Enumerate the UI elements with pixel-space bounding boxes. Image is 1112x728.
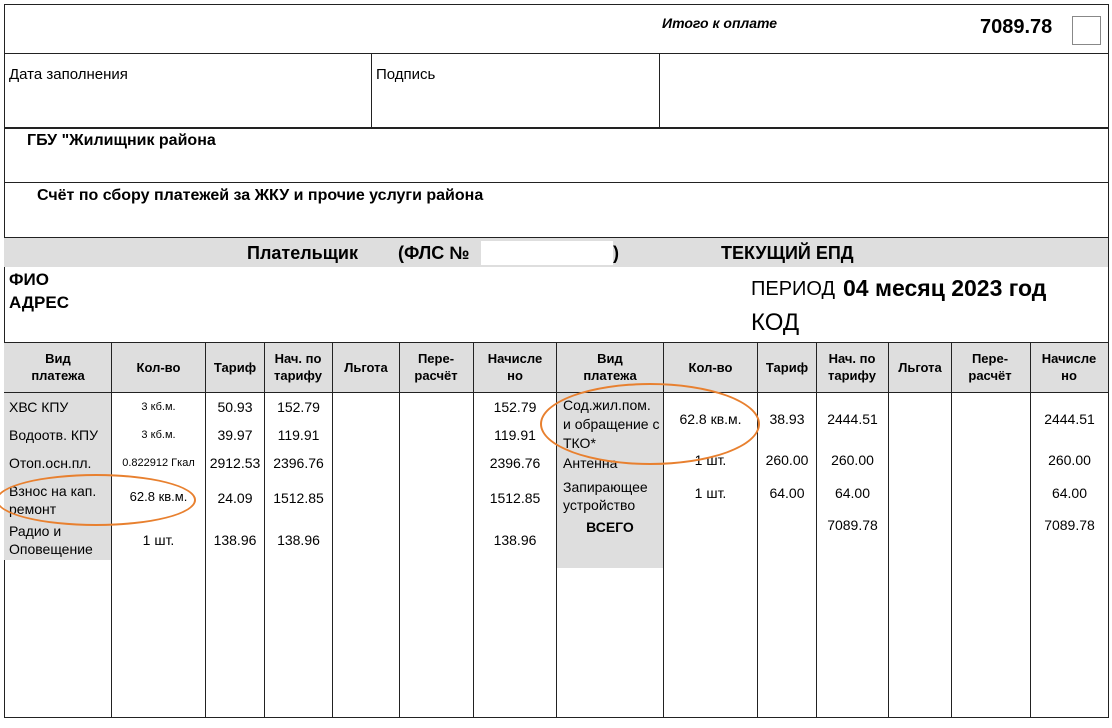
row-name: Водоотв. КПУ: [9, 427, 98, 443]
row-charged: 2396.76: [489, 455, 541, 471]
row-qty: 1 шт.: [142, 532, 175, 548]
row-accrued: 138.96: [277, 532, 320, 548]
row-tariff: 50.93: [217, 399, 253, 415]
row-name: ХВС КПУ: [9, 399, 69, 415]
row-accrued: 64.00: [834, 485, 871, 501]
total-checkbox[interactable]: [1072, 16, 1101, 45]
col-accrued-right: Нач. по тарифу: [828, 351, 876, 383]
row-tariff: 38.93: [769, 411, 805, 427]
fio-label: ФИО: [9, 270, 49, 289]
row-accrued: 2444.51: [827, 411, 878, 427]
col-qty-right: Кол-во: [688, 360, 733, 375]
code-label: КОД: [751, 309, 800, 336]
row-qty: 0.822912 Гкал: [122, 457, 195, 469]
row-name: Антенна: [563, 455, 618, 471]
row-charged: 64.00: [1051, 485, 1088, 501]
row-qty: 1 шт.: [694, 485, 727, 501]
row-charged: 152.79: [493, 399, 537, 415]
highlight-ellipse-housing-maintenance: [540, 383, 760, 465]
total-row-charged: 7089.78: [1044, 517, 1095, 533]
row-accrued: 260.00: [831, 452, 874, 468]
col-benefit-right: Льгота: [898, 360, 942, 375]
total-label: Итого к оплате: [662, 15, 778, 31]
row-charged: 2444.51: [1044, 411, 1095, 427]
row-name: Отоп.осн.пл.: [9, 455, 92, 471]
col-qty-left: Кол-во: [136, 360, 181, 375]
period-value: 04 месяц 2023 год: [843, 275, 1047, 301]
row-tariff: 39.97: [217, 427, 253, 443]
row-charged: 260.00: [1048, 452, 1091, 468]
row-charged: 1512.85: [489, 490, 541, 506]
fls-number-redacted: [481, 241, 613, 265]
col-type-left: Вид платежа: [31, 351, 85, 383]
row-tariff: 2912.53: [209, 455, 261, 471]
fls-label: (ФЛС №: [398, 243, 470, 263]
highlight-ellipse-capital-repair: [0, 474, 196, 526]
address-label: АДРЕС: [9, 293, 69, 312]
col-benefit-left: Льгота: [344, 360, 388, 375]
row-accrued: 119.91: [277, 427, 320, 443]
row-name: Запирающее устройство: [563, 479, 648, 513]
current-epd-label: ТЕКУЩИЙ ЕПД: [721, 243, 854, 263]
col-accrued-left: Нач. по тарифу: [274, 351, 322, 383]
total-row-label: ВСЕГО: [586, 519, 634, 535]
col-tariff-left: Тариф: [213, 360, 257, 375]
row-tariff: 24.09: [217, 490, 253, 506]
period-label: ПЕРИОД: [751, 278, 836, 300]
signature-label: Подпись: [376, 66, 436, 83]
row-tariff: 138.96: [213, 532, 257, 548]
row-accrued: 1512.85: [273, 490, 324, 506]
row-qty: 3 кб.м.: [141, 429, 176, 441]
payer-label: Плательщик: [247, 243, 358, 263]
organization-name: ГБУ "Жилищник района: [27, 132, 216, 149]
total-row-accrued: 7089.78: [827, 517, 878, 533]
col-tariff-right: Тариф: [765, 360, 809, 375]
row-tariff: 64.00: [769, 485, 805, 501]
col-charged-left: Начисле но: [487, 351, 543, 383]
col-recalc-left: Пере-расчёт: [414, 351, 458, 383]
row-name: Радио и Оповещение: [9, 523, 93, 557]
total-value: 7089.78: [980, 16, 1053, 38]
col-type-right: Вид платежа: [583, 351, 637, 383]
row-qty: 62.8 кв.м.: [129, 489, 188, 504]
row-name: Сод.жил.пом. и обращение с ТКО*: [563, 397, 660, 451]
row-qty: 62.8 кв.м.: [679, 411, 742, 427]
col-recalc-right: Пере-расчёт: [968, 351, 1012, 383]
row-accrued: 152.79: [277, 399, 320, 415]
row-name: Взнос на кап. ремонт: [9, 483, 97, 517]
date-fill-label: Дата заполнения: [9, 66, 128, 83]
bill-title: Счёт по сбору платежей за ЖКУ и прочие услуги района: [37, 187, 484, 204]
row-tariff: 260.00: [765, 452, 809, 468]
fls-close: ): [613, 243, 619, 263]
row-charged: 119.91: [494, 427, 536, 443]
row-qty: 1 шт.: [694, 452, 727, 468]
row-accrued: 2396.76: [273, 455, 324, 471]
col-charged-right: Начисле но: [1041, 351, 1097, 383]
row-charged: 138.96: [493, 532, 537, 548]
row-qty: 3 кб.м.: [141, 401, 176, 413]
